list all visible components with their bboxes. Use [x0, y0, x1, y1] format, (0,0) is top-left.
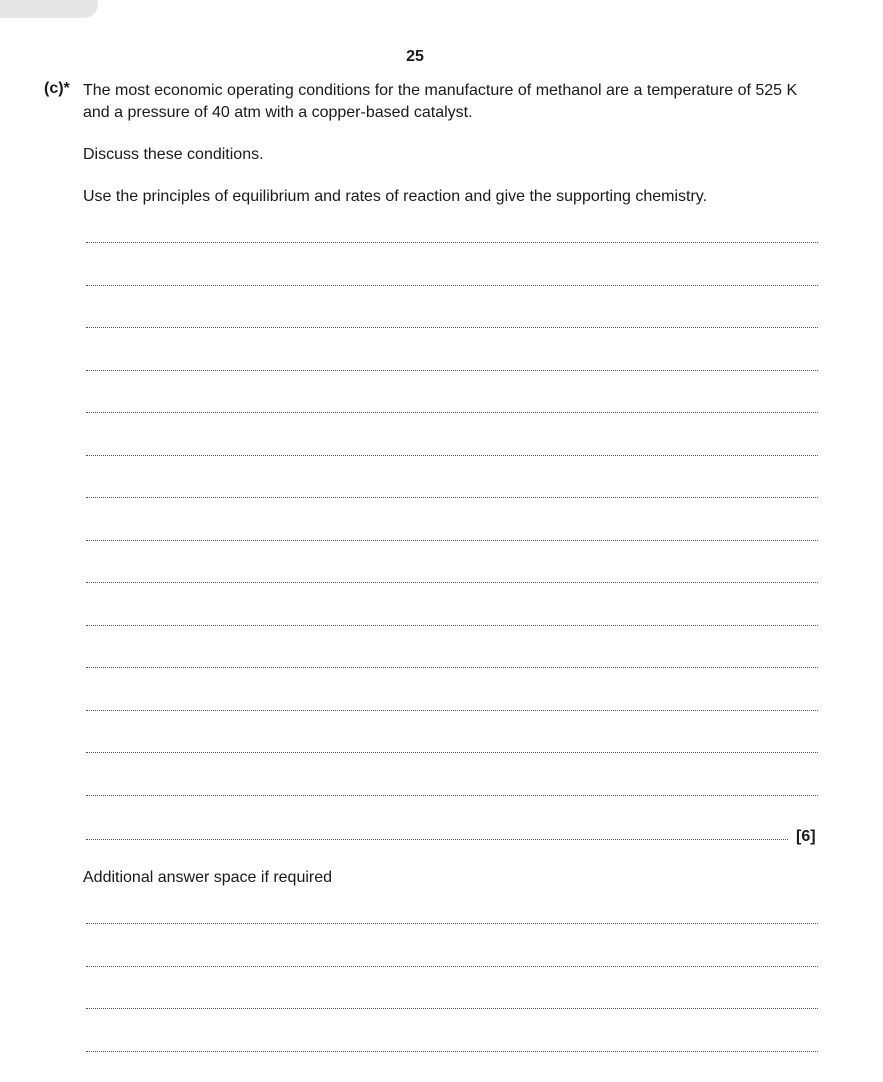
question-instruction: Use the principles of equilibrium and rates of reaction and give the supporting chemistry.: [83, 188, 708, 205]
answer-line[interactable]: [86, 327, 818, 328]
answer-line[interactable]: [86, 370, 818, 371]
additional-answer-line[interactable]: [86, 1051, 818, 1052]
answer-area[interactable]: [86, 0, 818, 1082]
additional-answer-line[interactable]: [86, 966, 818, 967]
answer-line[interactable]: [86, 455, 818, 456]
question-text: The most economic operating conditions for the manufacture of methanol are a temperature of 525 K and a pressure of 40 atm with a copper-based catalyst.: [83, 82, 798, 121]
question-label: (c)*: [44, 80, 70, 97]
answer-line[interactable]: [86, 242, 818, 243]
answer-line[interactable]: [86, 412, 818, 413]
answer-line[interactable]: [86, 540, 818, 541]
answer-line[interactable]: [86, 497, 818, 498]
page-number: 25: [406, 48, 424, 65]
additional-answer-line[interactable]: [86, 1008, 818, 1009]
answer-line-final[interactable]: [86, 839, 788, 840]
page-corner-tab: [0, 0, 98, 18]
answer-line[interactable]: [86, 752, 818, 753]
answer-line[interactable]: [86, 582, 818, 583]
additional-space-label: Additional answer space if required: [83, 869, 333, 886]
answer-line[interactable]: [86, 795, 818, 796]
marks-allocation: [6]: [796, 828, 816, 845]
question-discuss: Discuss these conditions.: [83, 146, 264, 163]
answer-line[interactable]: [86, 710, 818, 711]
answer-line[interactable]: [86, 285, 818, 286]
additional-answer-line[interactable]: [86, 923, 818, 924]
answer-line[interactable]: [86, 667, 818, 668]
answer-line[interactable]: [86, 625, 818, 626]
